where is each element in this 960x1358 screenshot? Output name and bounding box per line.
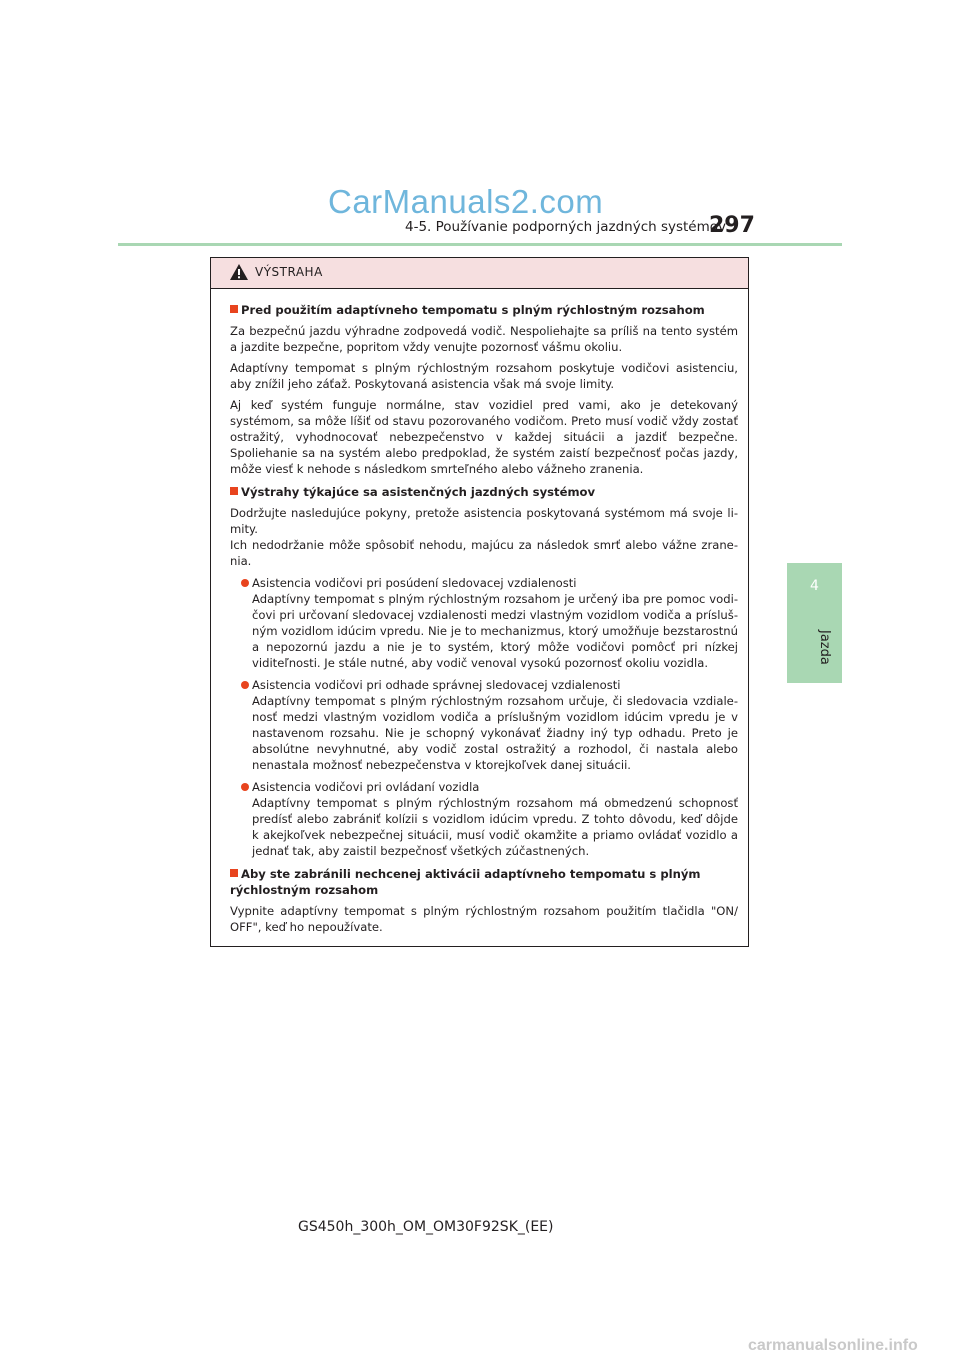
warning-content	[211, 302, 748, 935]
watermark-logo: CarManuals2.com	[328, 183, 604, 220]
bullet-heading: Asistencia vodičovi pri odhade správnej sledovacej vzdialenosti	[252, 678, 621, 692]
warning-header	[211, 258, 748, 289]
chapter-label: Jazda	[817, 630, 832, 665]
document-code: GS450h_300h_OM_OM30F92SK_(EE)	[298, 1219, 554, 1235]
bullet-heading: Asistencia vodičovi pri ovládaní vozidla	[252, 780, 480, 794]
section-title: Aby ste zabránili nechcenej aktivácii adaptívneho tempomatu s plným rýchlostným rozsahom	[230, 867, 701, 897]
square-bullet-icon	[230, 305, 238, 313]
warning-triangle-icon	[229, 263, 249, 281]
square-bullet-icon	[230, 487, 238, 495]
header-rule	[118, 243, 842, 246]
round-bullet-icon	[241, 783, 249, 791]
bullet-item	[241, 677, 738, 773]
section-title: Výstrahy týkajúce sa asistenčných jazdných systémov	[230, 484, 740, 500]
paragraph: Aj keď systém funguje normálne, stav vozidiel pred vami, ako je detekovaný systémom, sa môže líšiť od stavu pozorovaného vodičom. Preto musí vodič vždy zostať ostražitý, vyhodnocovať nebezpečenstvo v každej situácii a jazdiť bezpečne. Spoliehanie sa na systém alebo predpoklad, že systém zaistí bezpečnosť počas jazdy, môže viesť k nehode s následkom smrteľného alebo vážneho zranenia.	[230, 398, 738, 476]
round-bullet-icon	[241, 681, 249, 689]
section-header: 4-5. Používanie podporných jazdných systémov	[405, 219, 727, 235]
bullet-item	[241, 575, 738, 671]
section-title: Pred použitím adaptívneho tempomatu s plným rýchlostným rozsahom	[230, 302, 740, 318]
watermark-footer: carmanualsonline.info	[748, 1337, 918, 1354]
square-bullet-icon	[230, 869, 238, 877]
round-bullet-icon	[241, 579, 249, 587]
bullet-text: Adaptívny tempomat s plným rýchlostným rozsahom má obmedzenú schopnosť predísť alebo zabrániť kolízii s vozidlom idúcim vpredu. Z tohto dôvodu, keď dôjde k akejkoľvek nebezpečnej situácii, musí vodič okamžite a priamo ovládať vozidlo a jednať tak, aby zaistil bezpečnosť všetkých zúčastnených.	[252, 796, 738, 858]
paragraph: Vypnite adaptívny tempomat s plným rýchlostným rozsahom použitím tlačidla "ON/ OFF", keď ho nepoužívate.	[230, 904, 738, 934]
warning-box	[210, 257, 749, 947]
bullet-text: Adaptívny tempomat s plným rýchlostným rozsahom určuje, či sledovacia vzdialenosť medzi vlastným vozidlom vodiča a príslušným vozidlom idúcim vpredu je v nastavenom rozsahu. Nie je schopný vykonávať žiadny iný typ odhadu. Preto je absolútne nevyhnutné, aby vodič zostal ostražitý a rozhodol, či nastala alebo nenastala možnosť nebezpečenstva v ktorejkoľvek danej situácii.	[252, 694, 738, 772]
chapter-number: 4	[810, 578, 819, 594]
warning-title: VÝSTRAHA	[255, 265, 323, 279]
bullet-heading: Asistencia vodičovi pri posúdení sledovacej vzdialenosti	[252, 576, 577, 590]
page-number: 297	[709, 213, 755, 238]
paragraph: Adaptívny tempomat s plným rýchlostným rozsahom poskytuje vodičovi asistenciu, aby znížil jeho záťaž. Poskytovaná asistencia však má svoje limity.	[230, 361, 738, 391]
bullet-text: Adaptívny tempomat s plným rýchlostným rozsahom je určený iba pre pomoc vodičovi pri určovaní sledovacej vzdialenosti medzi vlastným vozidlom vodiča a príslušným vozidlom idúcim vpredu. Nie je to mechanizmus, ktorý umožňuje bezstarostnú a nepozornú jazdu a nie je to systém, ktorý môže vodičovi pomôcť pri nízkej viditeľnosti. Je stále nutné, aby vodič venoval vysokú pozornosť okoliu vozidla.	[252, 592, 738, 670]
paragraph: Dodržujte nasledujúce pokyny, pretože asistencia poskytovaná systémom má svoje limity. Ich nedodržanie môže spôsobiť nehodu, majúcu za následok smrť alebo vážne zranenia.	[230, 506, 738, 568]
bullet-item	[241, 779, 738, 859]
paragraph: Za bezpečnú jazdu výhradne zodpovedá vodič. Nespoliehajte sa príliš na tento systém a jazdite bezpečne, popritom vždy venujte pozornosť vášmu okoliu.	[230, 324, 738, 354]
